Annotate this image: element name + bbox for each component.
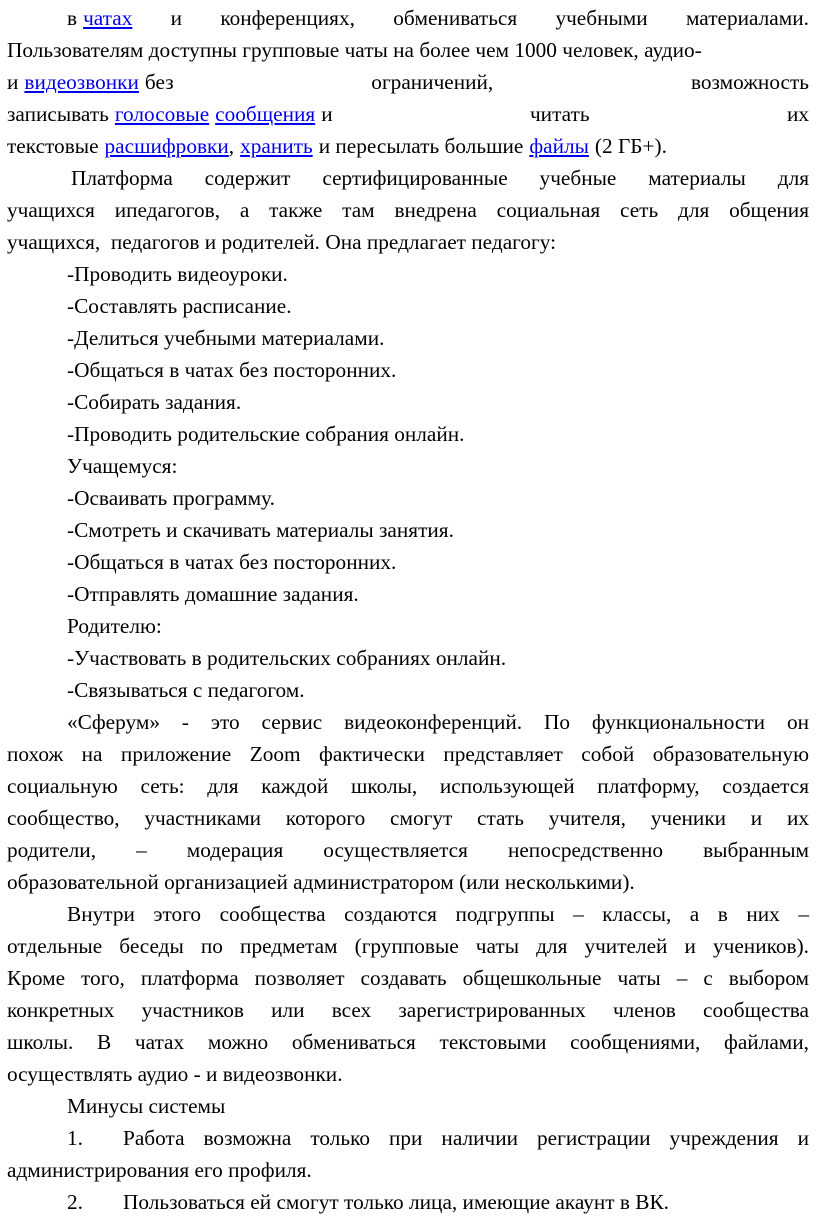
minus-item-1-cont: администрирования его профиля. xyxy=(7,1158,312,1182)
teacher-item: -Общаться в чатах без посторонних. xyxy=(67,358,397,382)
word: материалами. xyxy=(685,6,809,30)
document-page xyxy=(7,2,809,1218)
p4-line: осуществлять аудио - и видеозвонки. xyxy=(7,1062,343,1086)
p3-line: образовательной организацией администратором (или несколькими). xyxy=(7,870,635,894)
word: записывать xyxy=(7,102,109,126)
p4-line: Внутри этого сообщества создаются подгруппы – классы, а в них – xyxy=(67,902,809,926)
p3-line: социальную сеть: для каждой школы, использующей платформу, создается xyxy=(7,774,809,798)
p1-line-2: Пользователям доступны групповые чаты на более чем 1000 человек, аудио- xyxy=(7,38,702,62)
p4-line: Кроме того, платформа позволяет создавать общешкольные чаты – с выбором xyxy=(7,966,809,990)
student-item: -Общаться в чатах без посторонних. xyxy=(67,550,397,574)
parent-item: -Связываться с педагогом. xyxy=(67,678,305,702)
word: текстовые xyxy=(7,134,99,158)
teacher-item: -Проводить родительские собрания онлайн. xyxy=(67,422,465,446)
link-store[interactable]: хранить xyxy=(240,134,313,158)
link-messages[interactable]: сообщения xyxy=(215,102,316,126)
word: возможность xyxy=(690,70,809,94)
p3-line: «Сферум» - это сервис видеоконференций. По функциональности он xyxy=(67,710,809,734)
word: (2 ГБ+). xyxy=(594,134,667,158)
student-item: -Смотреть и скачивать материалы занятия. xyxy=(67,518,454,542)
p2-line-2: учащихся ипедагогов, а также там внедрена социальная сеть для общения xyxy=(7,198,809,222)
word: их xyxy=(786,102,809,126)
word: ограничений, xyxy=(371,70,494,94)
teacher-item: -Делиться учебными материалами. xyxy=(67,326,385,350)
word: обмениваться xyxy=(393,6,518,30)
student-item: -Осваивать программу. xyxy=(67,486,275,510)
parent-heading: Родителю: xyxy=(67,614,162,638)
word: в xyxy=(67,6,78,30)
p2-line-3: учащихся, педагогов и родителей. Она предлагает педагогу: xyxy=(7,230,557,254)
teacher-item: -Собирать задания. xyxy=(67,390,242,414)
word: и xyxy=(170,6,183,30)
p1-line-3 xyxy=(7,66,809,98)
p3-line: родители, – модерация осуществляется непосредственно выбранным xyxy=(7,838,809,862)
p1-line-4 xyxy=(7,98,809,130)
p3-line: похож на приложение Zoom фактически представляет собой образовательную xyxy=(7,742,809,766)
list-number: 1. xyxy=(67,1126,83,1150)
comma: , xyxy=(228,134,235,158)
link-video-calls[interactable]: видеозвонки xyxy=(24,70,139,94)
word: и xyxy=(7,70,19,94)
word: без xyxy=(144,70,174,94)
word: и xyxy=(321,102,333,126)
word: и пересылать большие xyxy=(318,134,524,158)
list-number: 2. xyxy=(67,1190,83,1214)
p1-line-5 xyxy=(7,130,809,162)
student-item: -Отправлять домашние задания. xyxy=(67,582,359,606)
minus-item-1 xyxy=(7,1122,809,1154)
teacher-item: -Проводить видеоуроки. xyxy=(67,262,288,286)
p4-line: отдельные беседы по предметам (групповые чаты для учителей и учеников). xyxy=(7,934,809,958)
minuses-heading: Минусы системы xyxy=(67,1094,226,1118)
word: конференциях, xyxy=(220,6,355,30)
link-chats[interactable]: чатах xyxy=(83,6,133,30)
student-heading: Учащемуся: xyxy=(67,454,178,478)
minus-item-2 xyxy=(7,1186,809,1218)
minus-text: Пользоваться ей смогут только лица, имеющие акаунт в ВК. xyxy=(123,1190,670,1214)
parent-item: -Участвовать в родительских собраниях онлайн. xyxy=(67,646,507,670)
link-files[interactable]: файлы xyxy=(529,134,589,158)
link-transcripts[interactable]: расшифровки xyxy=(104,134,229,158)
word: учебными xyxy=(555,6,648,30)
link-voice[interactable]: голосовые xyxy=(114,102,210,126)
minus-text: Работа возможна только при наличии регистрации учреждения и xyxy=(123,1126,809,1150)
p2-line-1: Платформа содержит сертифицированные учебные материалы для xyxy=(71,166,809,190)
word: читать xyxy=(529,102,590,126)
p4-line: конкретных участников или всех зарегистрированных членов сообщества xyxy=(7,998,809,1022)
p3-line: сообщество, участниками которого смогут стать учителя, ученики и их xyxy=(7,806,809,830)
p4-line: школы. В чатах можно обмениваться текстовыми сообщениями, файлами, xyxy=(7,1030,809,1054)
teacher-item: -Составлять расписание. xyxy=(67,294,292,318)
p1-line-1 xyxy=(7,2,809,34)
